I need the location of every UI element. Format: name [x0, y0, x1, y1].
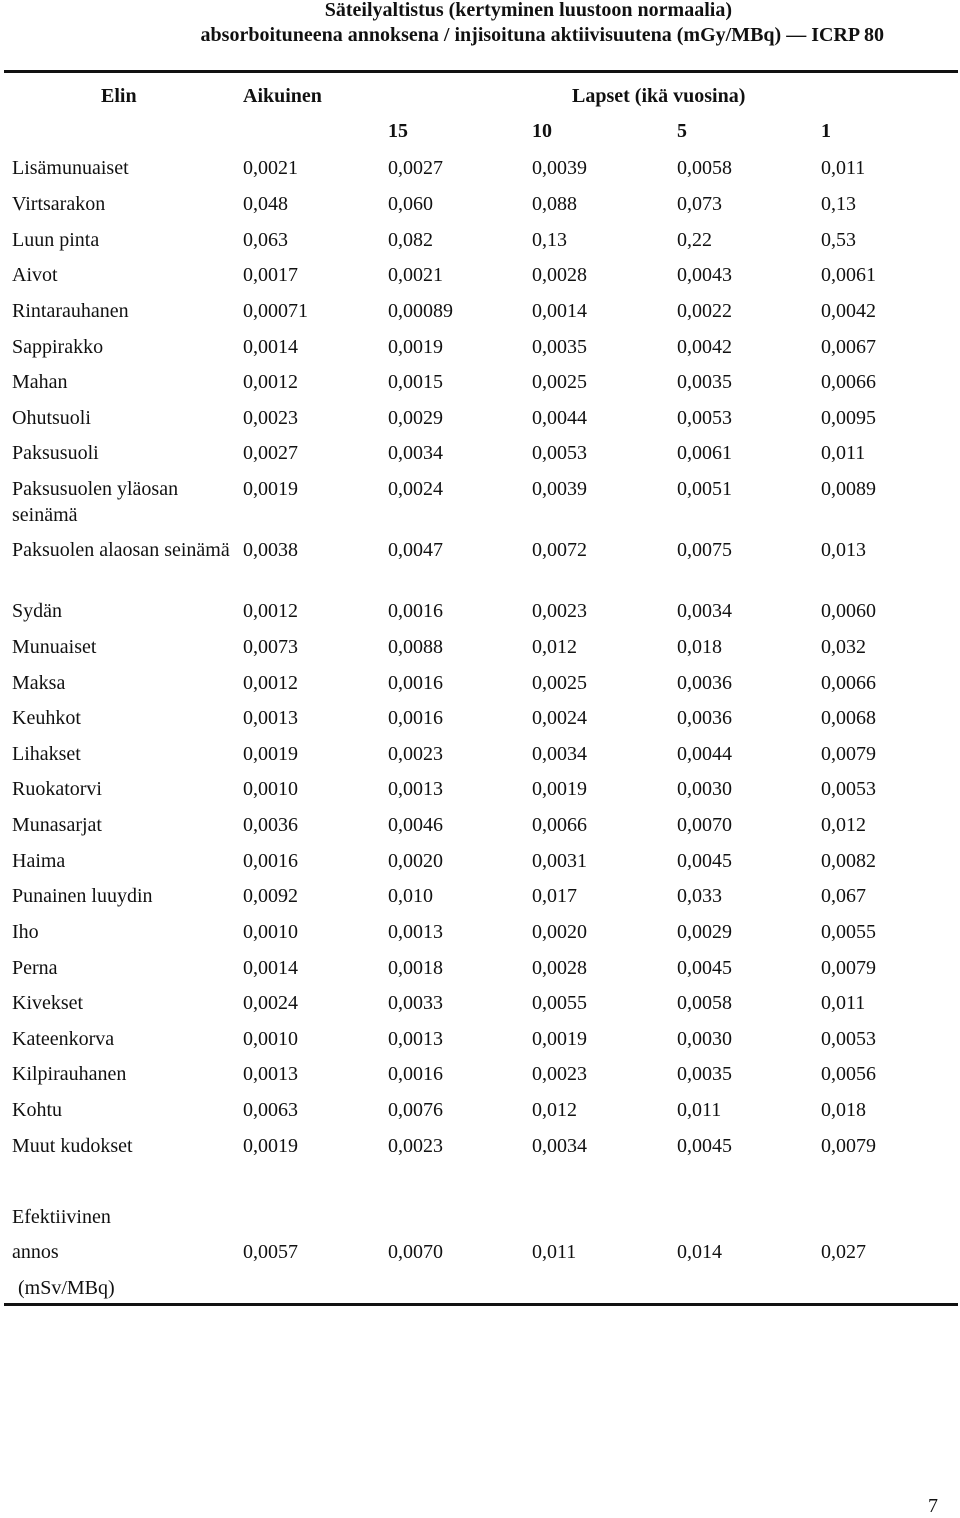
table-row-organ: Lisämunuaiset [12, 157, 129, 179]
table-cell-age-15: 0,0076 [388, 1099, 443, 1121]
table-cell-age-15: 0,0020 [388, 850, 443, 872]
table-cell-age-5: 0,0030 [677, 1028, 732, 1050]
table-cell-adult: 0,00071 [243, 300, 308, 322]
table-row-organ: Kohtu [12, 1099, 62, 1121]
table-row-organ: Sappirakko [12, 336, 104, 358]
header-age-1: 1 [821, 120, 831, 142]
table-cell-age-15: 0,0019 [388, 336, 443, 358]
table-cell-age-10: 0,0025 [532, 371, 587, 393]
table-row-organ: Maksa [12, 672, 66, 694]
table-cell-age-15: 0,0013 [388, 921, 443, 943]
table-cell-age-1: 0,0068 [821, 707, 876, 729]
table-cell-age-10: 0,0072 [532, 539, 587, 561]
table-cell-age-1: 0,012 [821, 814, 866, 836]
table-cell-age-1: 0,0066 [821, 672, 876, 694]
table-cell-adult: 0,0017 [243, 264, 298, 286]
table-cell-age-10: 0,0034 [532, 743, 587, 765]
table-cell-age-15: 0,0016 [388, 600, 443, 622]
title-line-2: absorboituneena annoksena / injisoituna aktiivisuutena (mGy/MBq) — ICRP 80 [200, 24, 884, 46]
header-adult: Aikuinen [243, 85, 322, 107]
table-cell-age-5: 0,0035 [677, 1063, 732, 1085]
table-cell-age-10: 0,0044 [532, 407, 587, 429]
table-top-rule [4, 70, 958, 73]
table-row-organ: Aivot [12, 264, 58, 286]
table-cell-age-5: 0,073 [677, 193, 722, 215]
table-cell-age-15: 0,082 [388, 229, 433, 251]
table-cell-age-15: 0,0023 [388, 743, 443, 765]
table-cell-age-5: 0,033 [677, 885, 722, 907]
table-cell-age-15: 0,0023 [388, 1135, 443, 1157]
table-cell-age-15: 0,0018 [388, 957, 443, 979]
effective-label-line-1: Efektiivinen [12, 1206, 111, 1228]
table-cell-age-10: 0,0055 [532, 992, 587, 1014]
table-cell-age-1: 0,0095 [821, 407, 876, 429]
table-row-organ: Munasarjat [12, 814, 102, 836]
table-cell-age-5: 0,0045 [677, 1135, 732, 1157]
table-cell-age-1: 0,011 [821, 442, 866, 464]
header-organ: Elin [101, 85, 137, 107]
table-row-organ: Lihakset [12, 743, 81, 765]
table-cell-adult: 0,0010 [243, 921, 298, 943]
table-cell-age-5: 0,0053 [677, 407, 732, 429]
table-cell-adult: 0,0038 [243, 539, 298, 561]
table-cell-age-10: 0,0028 [532, 264, 587, 286]
table-cell-age-5: 0,0036 [677, 707, 732, 729]
table-cell-age-5: 0,22 [677, 229, 712, 251]
effective-value-15: 0,0070 [388, 1241, 443, 1263]
table-cell-age-15: 0,0029 [388, 407, 443, 429]
table-cell-age-10: 0,0053 [532, 442, 587, 464]
table-cell-age-5: 0,0070 [677, 814, 732, 836]
table-cell-age-10: 0,0066 [532, 814, 587, 836]
table-cell-adult: 0,0021 [243, 157, 298, 179]
header-children: Lapset (ikä vuosina) [572, 85, 746, 107]
table-cell-age-15: 0,0027 [388, 157, 443, 179]
table-cell-age-15: 0,00089 [388, 300, 453, 322]
table-row-organ: Ohutsuoli [12, 407, 91, 429]
table-cell-adult: 0,0010 [243, 1028, 298, 1050]
table-cell-age-5: 0,0075 [677, 539, 732, 561]
table-cell-age-5: 0,0030 [677, 778, 732, 800]
effective-value-adult: 0,0057 [243, 1241, 298, 1263]
table-cell-age-15: 0,0016 [388, 707, 443, 729]
table-cell-age-5: 0,0044 [677, 743, 732, 765]
table-cell-age-15: 0,0013 [388, 1028, 443, 1050]
table-cell-age-10: 0,0031 [532, 850, 587, 872]
table-cell-age-5: 0,0022 [677, 300, 732, 322]
table-cell-age-15: 0,0024 [388, 478, 443, 500]
table-cell-age-10: 0,0028 [532, 957, 587, 979]
table-cell-adult: 0,0013 [243, 707, 298, 729]
table-cell-age-1: 0,0089 [821, 478, 876, 500]
table-row-organ: Mahan [12, 371, 68, 393]
effective-label-line-3: (mSv/MBq) [18, 1277, 115, 1299]
effective-value-1: 0,027 [821, 1241, 866, 1263]
table-cell-adult: 0,0036 [243, 814, 298, 836]
table-cell-age-1: 0,53 [821, 229, 856, 251]
table-cell-age-5: 0,011 [677, 1099, 722, 1121]
table-cell-age-5: 0,0043 [677, 264, 732, 286]
table-cell-age-5: 0,0034 [677, 600, 732, 622]
table-cell-age-10: 0,0014 [532, 300, 587, 322]
table-cell-age-1: 0,0079 [821, 1135, 876, 1157]
table-cell-age-5: 0,0045 [677, 850, 732, 872]
table-row-organ: Munuaiset [12, 636, 97, 658]
table-cell-age-10: 0,0019 [532, 1028, 587, 1050]
effective-label-line-2: annos [12, 1241, 59, 1263]
table-cell-age-15: 0,0021 [388, 264, 443, 286]
table-cell-age-1: 0,067 [821, 885, 866, 907]
table-cell-adult: 0,048 [243, 193, 288, 215]
header-age-15: 15 [388, 120, 408, 142]
table-cell-age-15: 0,0016 [388, 1063, 443, 1085]
table-bottom-rule [4, 1303, 958, 1306]
table-cell-adult: 0,0014 [243, 957, 298, 979]
table-row-organ: Punainen luuydin [12, 885, 153, 907]
table-cell-age-1: 0,013 [821, 539, 866, 561]
header-age-5: 5 [677, 120, 687, 142]
table-row-organ: Kivekset [12, 992, 84, 1014]
table-cell-age-10: 0,0035 [532, 336, 587, 358]
table-cell-age-1: 0,0055 [821, 921, 876, 943]
title-line-1: Säteilyaltistus (kertyminen luustoon normaalia) [324, 0, 732, 21]
table-cell-adult: 0,0024 [243, 992, 298, 1014]
table-cell-age-10: 0,012 [532, 1099, 577, 1121]
table-cell-age-1: 0,011 [821, 157, 866, 179]
table-cell-age-15: 0,0013 [388, 778, 443, 800]
table-cell-age-1: 0,032 [821, 636, 866, 658]
table-cell-age-10: 0,012 [532, 636, 577, 658]
table-cell-age-10: 0,0039 [532, 157, 587, 179]
table-cell-age-5: 0,0061 [677, 442, 732, 464]
table-cell-age-5: 0,018 [677, 636, 722, 658]
table-cell-age-5: 0,0042 [677, 336, 732, 358]
table-row-organ: Rintarauhanen [12, 300, 129, 322]
table-cell-age-10: 0,0019 [532, 778, 587, 800]
table-cell-age-1: 0,0060 [821, 600, 876, 622]
table-row-organ: Ruokatorvi [12, 778, 102, 800]
table-cell-age-10: 0,0023 [532, 1063, 587, 1085]
table-cell-age-15: 0,0033 [388, 992, 443, 1014]
page-number: 7 [928, 1495, 938, 1517]
table-cell-age-1: 0,0066 [821, 371, 876, 393]
table-row-organ: Kateenkorva [12, 1028, 115, 1050]
table-cell-adult: 0,0027 [243, 442, 298, 464]
table-row-organ: Paksusuolen yläosan seinämä [12, 478, 179, 526]
table-cell-age-15: 0,0046 [388, 814, 443, 836]
table-row-organ: Haima [12, 850, 66, 872]
table-cell-adult: 0,0012 [243, 600, 298, 622]
table-cell-age-15: 0,0015 [388, 371, 443, 393]
table-cell-age-5: 0,0036 [677, 672, 732, 694]
table-cell-age-10: 0,0039 [532, 478, 587, 500]
table-cell-age-10: 0,0023 [532, 600, 587, 622]
table-cell-age-15: 0,0016 [388, 672, 443, 694]
table-cell-adult: 0,0063 [243, 1099, 298, 1121]
table-cell-age-1: 0,0082 [821, 850, 876, 872]
table-cell-age-1: 0,13 [821, 193, 856, 215]
header-age-10: 10 [532, 120, 552, 142]
table-cell-age-5: 0,0051 [677, 478, 732, 500]
table-cell-age-1: 0,0053 [821, 1028, 876, 1050]
table-cell-age-1: 0,0053 [821, 778, 876, 800]
table-row-organ: Perna [12, 957, 58, 979]
table-row-organ: Virtsarakon [12, 193, 106, 215]
table-cell-age-10: 0,088 [532, 193, 577, 215]
table-cell-age-10: 0,0020 [532, 921, 587, 943]
table-cell-age-1: 0,0056 [821, 1063, 876, 1085]
table-row-organ: Muut kudokset [12, 1135, 133, 1157]
table-cell-age-15: 0,010 [388, 885, 433, 907]
table-cell-age-10: 0,0034 [532, 1135, 587, 1157]
table-cell-age-5: 0,0035 [677, 371, 732, 393]
table-cell-age-15: 0,0047 [388, 539, 443, 561]
table-cell-age-10: 0,0025 [532, 672, 587, 694]
table-cell-adult: 0,0023 [243, 407, 298, 429]
effective-value-5: 0,014 [677, 1241, 722, 1263]
table-cell-adult: 0,0019 [243, 1135, 298, 1157]
table-cell-adult: 0,0092 [243, 885, 298, 907]
table-cell-age-1: 0,0079 [821, 957, 876, 979]
table-cell-age-5: 0,0058 [677, 992, 732, 1014]
table-cell-age-10: 0,017 [532, 885, 577, 907]
table-cell-age-1: 0,011 [821, 992, 866, 1014]
table-cell-adult: 0,0014 [243, 336, 298, 358]
table-cell-age-15: 0,0088 [388, 636, 443, 658]
table-cell-age-10: 0,13 [532, 229, 567, 251]
document-title [0, 0, 960, 48]
table-row-organ: Paksuolen alaosan seinämä [12, 539, 230, 561]
table-cell-adult: 0,063 [243, 229, 288, 251]
table-cell-adult: 0,0012 [243, 672, 298, 694]
table-cell-adult: 0,0073 [243, 636, 298, 658]
table-cell-age-1: 0,0067 [821, 336, 876, 358]
table-cell-age-1: 0,0042 [821, 300, 876, 322]
table-cell-adult: 0,0012 [243, 371, 298, 393]
table-cell-age-5: 0,0058 [677, 157, 732, 179]
table-row-organ: Iho [12, 921, 39, 943]
effective-value-10: 0,011 [532, 1241, 577, 1263]
table-cell-age-15: 0,060 [388, 193, 433, 215]
table-cell-age-10: 0,0024 [532, 707, 587, 729]
table-cell-adult: 0,0010 [243, 778, 298, 800]
table-cell-adult: 0,0016 [243, 850, 298, 872]
table-cell-age-1: 0,0061 [821, 264, 876, 286]
table-cell-adult: 0,0019 [243, 478, 298, 500]
table-row-organ: Keuhkot [12, 707, 81, 729]
table-cell-adult: 0,0013 [243, 1063, 298, 1085]
table-cell-age-1: 0,018 [821, 1099, 866, 1121]
table-cell-age-5: 0,0029 [677, 921, 732, 943]
table-cell-adult: 0,0019 [243, 743, 298, 765]
table-cell-age-5: 0,0045 [677, 957, 732, 979]
table-row-organ: Luun pinta [12, 229, 100, 251]
table-row-organ: Kilpirauhanen [12, 1063, 127, 1085]
table-cell-age-1: 0,0079 [821, 743, 876, 765]
table-row-organ: Paksusuoli [12, 442, 99, 464]
table-cell-age-15: 0,0034 [388, 442, 443, 464]
table-row-organ: Sydän [12, 600, 62, 622]
